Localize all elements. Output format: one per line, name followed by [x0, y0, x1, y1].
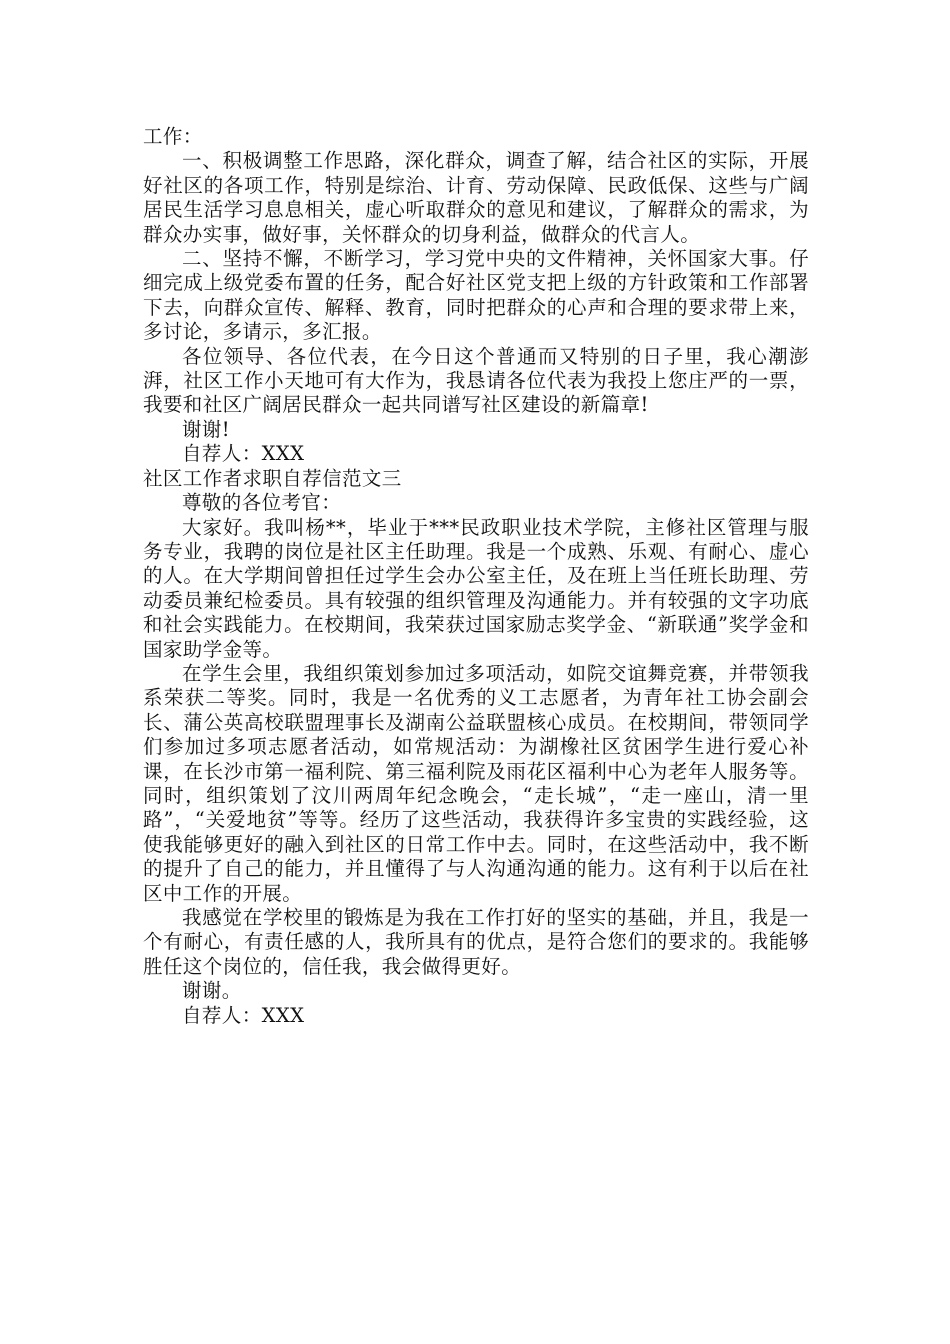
paragraph-work-heading: 工作：	[143, 125, 203, 148]
paragraph-point-two: 二、坚持不懈，不断学习，学习党中央的文件精神，关怀国家大事。仔细完成上级党委布置的任务，配合好社区党支把上级的方针政策和工作部署下去，向群众宣传、解释、教育，同时把群众的心声和合理的要求带上来，多讨论，多请示，多汇报。	[143, 247, 809, 344]
paragraph-point-one: 一、积极调整工作思路，深化群众，调查了解，结合社区的实际，开展好社区的各项工作，特别是综治、计育、劳动保障、民政低保、这些与广阔居民生活学习息息相关，虚心听取群众的意见和建议，了解群众的需求，为群众办实事，做好事，关怀群众的切身利益，做群众的代言人。	[143, 149, 809, 246]
paragraph-activities: 在学生会里，我组织策划参加过多项活动，如院交谊舞竞赛，并带领我系荣获二等奖。同时，我是一名优秀的义工志愿者，为青年社工协会副会长、蒲公英高校联盟理事长及湖南公益联盟核心成员。在校期间，带领同学们参加过多项志愿者活动，如常规活动：为湖橡社区贫困学生进行爱心补课，在长沙市第一福利院、第三福利院及雨花区福利中心为老年人服务等。同时，组织策划了汶川两周年纪念晚会，“走长城”，“走一座山，清一里路”，“关爱地贫”等等。经历了这些活动，我获得许多宝贵的实践经验，这使我能够更好的融入到社区的日常工作中去。同时，在这些活动中，我不断的提升了自己的能力，并且懂得了与人沟通沟通的能力。这有利于以后在社区中工作的开展。	[143, 661, 809, 905]
section-title: 社区工作者求职自荐信范文三	[143, 466, 402, 490]
paragraph-introduction: 大家好。我叫杨**，毕业于***民政职业技术学院，主修社区管理与服务专业，我聘的岗位是社区主任助理。我是一个成熟、乐观、有耐心、虚心的人。在大学期间曾担任过学生会办公室主任，及在班上当任班长助理、劳动委员兼纪检委员。具有较强的组织管理及沟通能力。并有较强的文字功底和社会实践能力。在校期间，我荣获过国家励志奖学金、“新联通”奖学金和国家助学金等。	[143, 515, 809, 661]
paragraph-salutation: 尊敬的各位考官：	[182, 491, 342, 515]
paragraph-thanks-2: 谢谢。	[182, 979, 242, 1003]
paragraph-signature-1: 自荐人：XXX	[182, 442, 305, 466]
paragraph-appeal: 各位领导、各位代表，在今日这个普通而又特别的日子里，我心潮澎湃，社区工作小天地可有大作为，我恳请各位代表为我投上您庄严的一票，我要和社区广阔居民群众一起共同谱写社区建设的新篇章!	[143, 344, 809, 417]
document-page	[143, 125, 809, 1028]
paragraph-thanks-1: 谢谢!	[182, 417, 231, 441]
paragraph-signature-2: 自荐人：XXX	[182, 1003, 305, 1027]
paragraph-conclusion: 我感觉在学校里的锻炼是为我在工作打好的坚实的基础，并且，我是一个有耐心，有责任感的人，我所具有的优点，是符合您们的要求的。我能够胜任这个岗位的，信任我，我会做得更好。	[143, 906, 809, 978]
